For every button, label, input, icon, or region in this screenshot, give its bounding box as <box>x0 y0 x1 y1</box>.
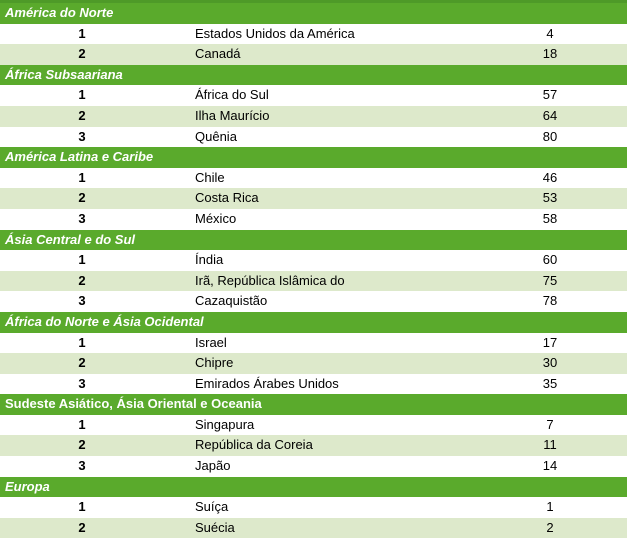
table-row <box>0 168 627 189</box>
rank-cell: 2 <box>78 46 86 62</box>
value-cell: 14 <box>542 458 558 474</box>
region-header: América Latina e Caribe <box>0 147 627 168</box>
table-row <box>0 435 627 456</box>
region-header: Sudeste Asiático, Ásia Oriental e Oceania <box>0 394 627 415</box>
rank-cell: 3 <box>78 210 86 226</box>
rank-cell: 1 <box>78 252 86 268</box>
country-cell: Costa Rica <box>195 190 259 206</box>
country-cell: Estados Unidos da América <box>195 25 355 41</box>
value-cell: 4 <box>546 25 554 41</box>
country-cell: Suíça <box>195 499 229 515</box>
value-cell: 80 <box>542 128 558 144</box>
country-cell: México <box>195 210 237 226</box>
table-row <box>0 415 627 436</box>
rank-cell: 1 <box>78 334 86 350</box>
value-cell: 7 <box>546 416 554 432</box>
value-cell: 78 <box>542 293 558 309</box>
value-cell: 2 <box>546 519 554 535</box>
country-cell: África do Sul <box>195 87 269 103</box>
country-cell: Singapura <box>195 416 255 432</box>
value-cell: 58 <box>542 210 558 226</box>
value-cell: 11 <box>543 437 557 453</box>
table-row <box>0 44 627 65</box>
rank-cell: 1 <box>78 87 86 103</box>
country-cell: Israel <box>195 334 227 350</box>
table-row <box>0 518 627 539</box>
region-header: África do Norte e Ásia Ocidental <box>0 312 627 333</box>
table-row <box>0 374 627 395</box>
country-cell: Canadá <box>195 46 241 62</box>
value-cell: 17 <box>542 334 558 350</box>
country-cell: Ilha Maurício <box>195 107 270 123</box>
rank-cell: 3 <box>78 375 86 391</box>
rank-cell: 3 <box>78 293 86 309</box>
table-row <box>0 497 627 518</box>
value-cell: 57 <box>542 87 558 103</box>
rank-cell: 1 <box>78 25 86 41</box>
region-header: América do Norte <box>0 3 627 24</box>
country-cell: República da Coreia <box>195 437 313 453</box>
value-cell: 30 <box>542 355 558 371</box>
table-row <box>0 333 627 354</box>
table-row <box>0 353 627 374</box>
country-cell: Irã, República Islâmica do <box>195 272 345 288</box>
table-row <box>0 24 627 45</box>
country-cell: Quênia <box>195 128 237 144</box>
value-cell: 64 <box>542 107 558 123</box>
region-header: Europa <box>0 477 627 498</box>
region-header: Ásia Central e do Sul <box>0 230 627 251</box>
rank-cell: 2 <box>78 519 86 535</box>
table-row <box>0 291 627 312</box>
country-cell: Índia <box>195 252 224 268</box>
value-cell: 53 <box>542 190 558 206</box>
table-row <box>0 271 627 292</box>
rank-cell: 2 <box>78 437 86 453</box>
table-row <box>0 209 627 230</box>
country-cell: Cazaquistão <box>195 293 268 309</box>
value-cell: 46 <box>542 169 558 185</box>
rank-cell: 3 <box>78 458 86 474</box>
rank-cell: 2 <box>78 355 86 371</box>
table-row <box>0 188 627 209</box>
country-cell: Chile <box>195 169 225 185</box>
country-cell: Suécia <box>195 519 235 535</box>
rank-cell: 2 <box>78 190 86 206</box>
country-cell: Chipre <box>195 355 234 371</box>
region-header: África Subsaariana <box>0 65 627 86</box>
table-row <box>0 106 627 127</box>
rank-cell: 1 <box>78 169 86 185</box>
rank-cell: 1 <box>78 416 86 432</box>
value-cell: 1 <box>546 499 554 515</box>
value-cell: 60 <box>542 252 558 268</box>
table-row <box>0 456 627 477</box>
table-row <box>0 250 627 271</box>
table-row <box>0 85 627 106</box>
country-cell: Japão <box>195 458 231 474</box>
rank-cell: 1 <box>78 499 86 515</box>
country-cell: Emirados Árabes Unidos <box>195 375 339 391</box>
rank-cell: 2 <box>78 107 86 123</box>
rank-cell: 2 <box>78 272 86 288</box>
rank-cell: 3 <box>78 128 86 144</box>
value-cell: 75 <box>542 272 558 288</box>
value-cell: 35 <box>542 375 558 391</box>
value-cell: 18 <box>542 46 558 62</box>
table-row <box>0 127 627 148</box>
